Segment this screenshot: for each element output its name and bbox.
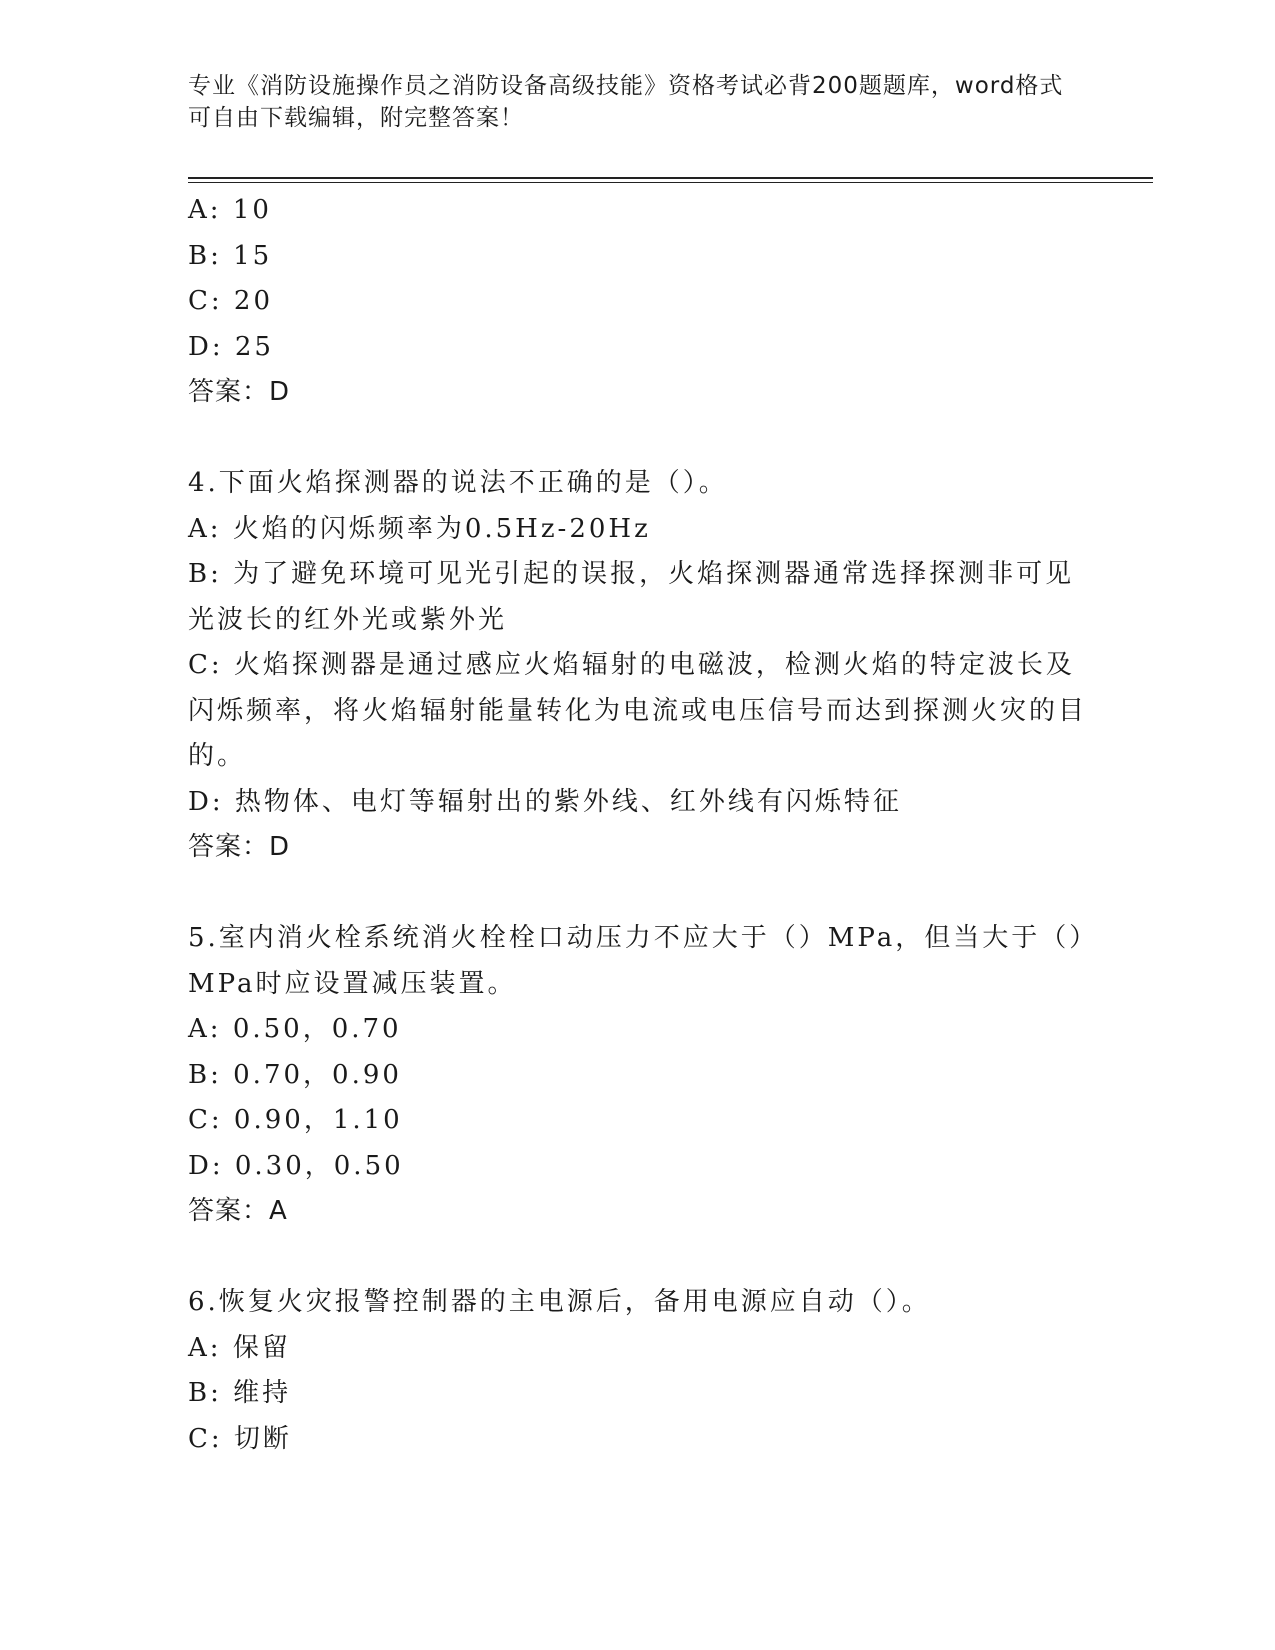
option-a: A: 保留 — [188, 1332, 291, 1363]
question-5 — [188, 916, 1088, 1235]
question-text: 6.恢复火灾报警控制器的主电源后，备用电源应自动（）。 — [188, 1287, 931, 1317]
option-b: B: 为了避免环境可见光引起的误报，火焰探测器通常选择探测非可见光波长的红外光或紫外光 — [188, 559, 1075, 635]
option-a: A: 火焰的闪烁频率为0.5Hz-20Hz — [188, 513, 651, 544]
question-list — [188, 188, 1088, 1462]
option-c: C: 切断 — [188, 1423, 292, 1454]
answer: 答案：A — [188, 1196, 288, 1226]
option-c: C: 0.90，1.10 — [188, 1105, 403, 1135]
answer: 答案：D — [188, 377, 291, 407]
option-a: A: 0.50，0.70 — [188, 1014, 402, 1044]
option-d: D: 0.30，0.50 — [188, 1150, 404, 1181]
option-d: D: 25 — [188, 331, 274, 362]
question-4 — [188, 461, 1088, 871]
option-d: D: 热物体、电灯等辐射出的紫外线、红外线有闪烁特征 — [188, 786, 902, 817]
option-a: A: 10 — [188, 195, 272, 225]
option-c: C: 火焰探测器是通过感应火焰辐射的电磁波，检测火焰的特定波长及闪烁频率，将火焰辐射能量转化为电流或电压信号而达到探测火灾的目的。 — [188, 650, 1088, 771]
option-b: B: 维持 — [188, 1378, 292, 1408]
option-b: B: 0.70，0.90 — [188, 1059, 402, 1090]
question-3 — [188, 188, 1088, 416]
document-header: 专业《消防设施操作员之消防设备高级技能》资格考试必背200题题库，word格式可自由下载编辑，附完整答案！ — [188, 73, 1064, 131]
header-divider-thin — [188, 182, 1153, 183]
answer: 答案：D — [188, 832, 291, 862]
option-c: C: 20 — [188, 286, 274, 316]
question-text: 4.下面火焰探测器的说法不正确的是（）。 — [188, 468, 728, 498]
question-text: 5.室内消火栓系统消火栓栓口动压力不应大于（）MPa，但当大于（）MPa时应设置减压装置。 — [188, 923, 1086, 999]
question-6 — [188, 1280, 1088, 1462]
header-divider-thick — [188, 177, 1153, 179]
option-b: B: 15 — [188, 240, 273, 271]
